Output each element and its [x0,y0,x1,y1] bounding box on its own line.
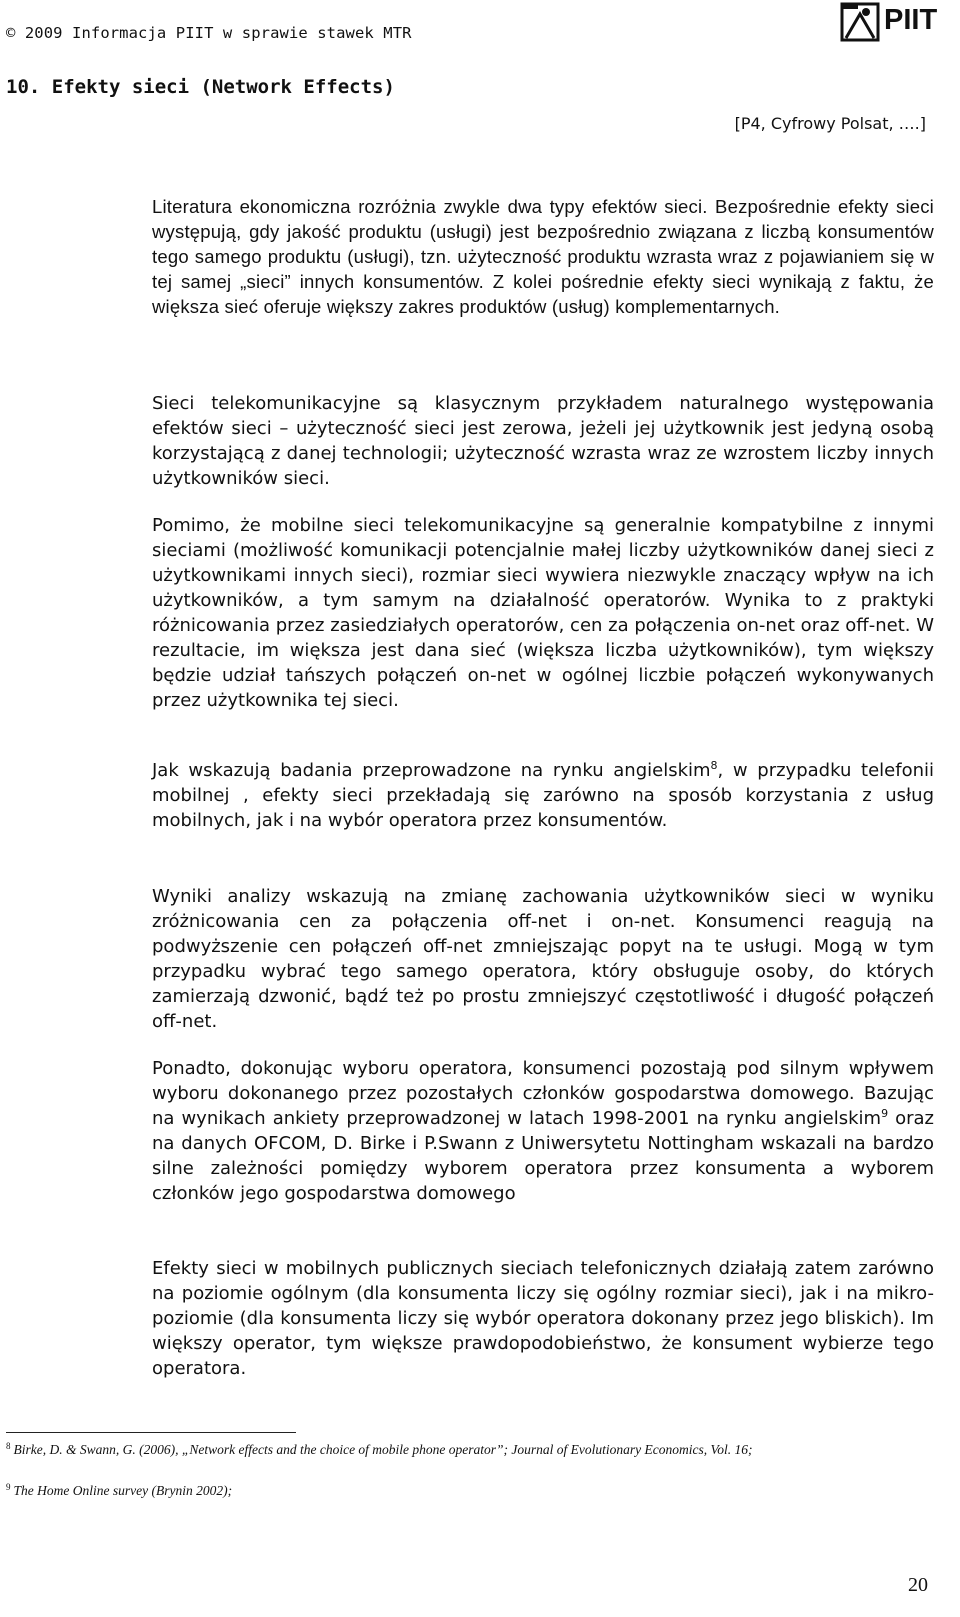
footnote-ref-9: 9 [881,1107,889,1120]
footnote-text: Birke, D. & Swann, G. (2006), „Network effects and the choice of mobile phone operator”; Journal of Evolutionary Economics, Vol. 16; [13,1442,753,1457]
footnote-number: 8 [6,1440,11,1451]
piit-logo-icon [840,2,880,42]
paragraph-4-text-b: , w przypadku telefonii mobilnej , efekty sieci przekładają się zarówno na sposób korzystania z usług mobilnych, jak i na wybór operatora przez konsumentów. [152,760,934,831]
copyright-header: © 2009 Informacja PIIT w sprawie stawek MTR [6,24,412,42]
paragraph-4-text-a: Jak wskazują badania przeprowadzone na rynku angielskim [152,760,711,781]
paragraph-5: Wyniki analizy wskazują na zmianę zachowania użytkowników sieci w wyniku zróżnicowania cen za połączenia off-net i on-net. Konsumenci reagują na podwyższenie cen połączeń off-net zmniejszając popyt na te usługi. Mogą w tym przypadku wybrać tego samego operatora, który obsługuje osoby, do których zamierzają dzwonić, bądź też po prostu zmniejszyć częstotliwość i długość połączeń off-net. [152,886,934,1032]
section-title: 10. Efekty sieci (Network Effects) [6,76,395,98]
footnote-number: 9 [6,1481,11,1492]
paragraph-6 [152,1056,934,1206]
section-tag: [P4, Cyfrowy Polsat, ….] [734,114,926,133]
paragraph-6-text-a: Ponadto, dokonując wyboru operatora, konsumenci pozostają pod silnym wpływem wyboru dokonanego przez pozostałych członków gospodarstwa domowego. Bazując na wynikach ankiety przeprowadzonej w latach 1998-2001 na rynku angielskim [152,1058,934,1129]
paragraph-1: Literatura ekonomiczna rozróżnia zwykle dwa typy efektów sieci. Bezpośrednie efekty sieci występują, gdy jakość produktu (usługi) jest bezpośrednio związana z liczbą konsumentów tego samego produktu (usługi), tzn. użyteczność produktu wzrasta wraz z pojawianiem się w tej samej „sieci” innych konsumentów. Z kolei pośrednie efekty sieci wynikają z faktu, że większa sieć oferuje większy zakres produktów (usług) komplementarnych. [152,196,934,317]
page-number: 20 [908,1574,928,1596]
paragraph-4 [152,758,934,833]
paragraph-3: Pomimo, że mobilne sieci telekomunikacyjne są generalnie kompatybilne z innymi sieciami (możliwość komunikacji potencjalnie małej liczby użytkowników danej sieci z użytkownikami innych sieci), rozmiar sieci wywiera niezwykle znaczący wpływ na ich użytkowników, a tym samym na działalność operatorów. Wynika to z praktyki różnicowania przez zasiedziałych operatorów, cen za połączenia on-net oraz off-net. W rezultacie, im większa jest dana sieć (większa liczba użytkowników), tym większy będzie udział tańszych połączeń on-net w ogólnej liczbie połączeń wykonywanych przez użytkownika tej sieci. [152,515,934,711]
footnote-ref-8: 8 [710,759,718,772]
piit-logo [840,2,938,42]
paragraph-2: Sieci telekomunikacyjne są klasycznym przykładem naturalnego występowania efektów sieci – użyteczność sieci jest zerowa, jeżeli jej użytkownik jest jedyną osobą korzystającą z danej technologii; użyteczność wzrasta wraz ze wzrostem liczby innych użytkowników sieci. [152,393,934,489]
paragraph-7: Efekty sieci w mobilnych publicznych sieciach telefonicznych działają zatem zarówno na poziomie ogólnym (dla konsumenta liczy się ogólny rozmiar sieci), jak i na mikro-poziomie (dla konsumenta liczy się wybór operatora dokonany przez jego bliskich). Im większy operator, tym większe prawdopodobieństwo, że konsument wybierze tego operatora. [152,1258,934,1379]
footnote-9 [6,1483,232,1499]
footnote-divider [6,1432,296,1433]
footnote-8 [6,1442,753,1458]
footnote-text: The Home Online survey (Brynin 2002); [13,1483,233,1498]
logo-text: PIIT [884,4,938,36]
paragraph-6-text-b: oraz na danych OFCOM, D. Birke i P.Swann z Uniwersytetu Nottingham wskazali na bardzo silne zależności pomiędzy wyborem operatora przez konsumenta a wyborem członków jego gospodarstwa domowego [152,1108,934,1204]
